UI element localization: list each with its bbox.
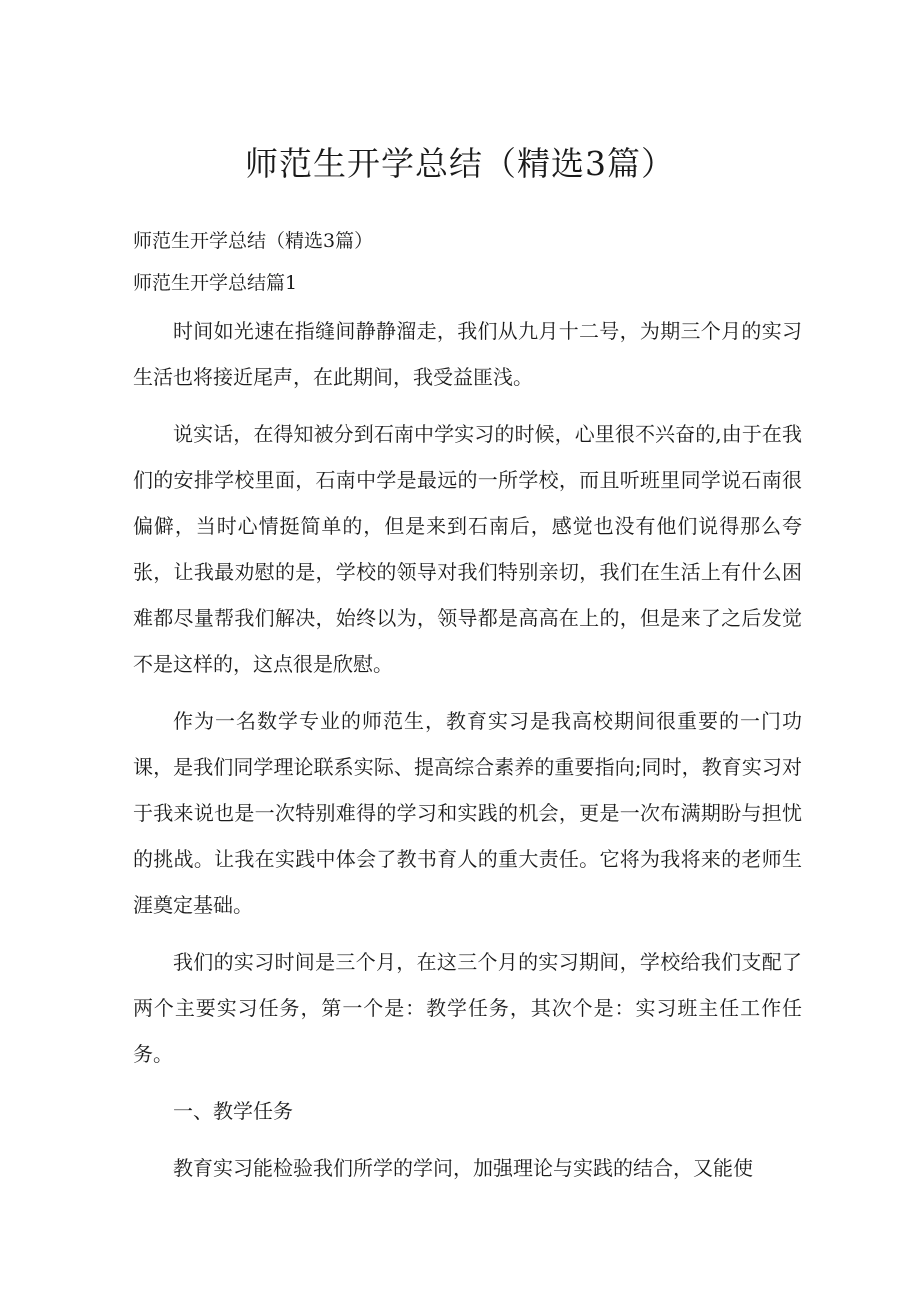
paragraph-5: 教育实习能检验我们所学的学问，加强理论与实践的结合，又能使 (173, 1156, 753, 1180)
document-subtitle: 师范生开学总结（精选3篇） (133, 230, 374, 252)
section-heading: 师范生开学总结篇1 (133, 272, 298, 294)
paragraph-2: 说实话，在得知被分到石南中学实习的时候，心里很不兴奋的,由于在我们的安排学校里面，石南中学是最远的一所学校，而且听班里同学说石南很偏僻，当时心情挺简单的，但是来到石南后，感觉也没有他们说得那么夸张，让我最劝慰的是，学校的领导对我们特别亲切，我们在生活上有什么困难都尽量帮我们解决，始终以为，领导都是高高在上的，但是来了之后发觉不是这样的，这点很是欣慰。 (133, 422, 802, 676)
document-title: 师范生开学总结（精选3篇） (245, 144, 675, 183)
document-body (133, 308, 802, 1191)
outline-heading: 一、教学任务 (173, 1099, 293, 1123)
paragraph-4: 我们的实习时间是三个月，在这三个月的实习期间，学校给我们支配了两个主要实习任务，第一个是：教学任务，其次个是：实习班主任工作任务。 (133, 950, 802, 1066)
paragraph-1: 时间如光速在指缝间静静溜走，我们从九月十二号，为期三个月的实习生活也将接近尾声，在此期间，我受益匪浅。 (133, 319, 802, 389)
paragraph-3: 作为一名数学专业的师范生，教育实习是我高校期间很重要的一门功课，是我们同学理论联系实际、提高综合素养的重要指向;同时，教育实习对于我来说也是一次特别难得的学习和实践的机会，更是一次布满期盼与担忧的挑战。让我在实践中体会了教书育人的重大责任。它将为我将来的老师生涯奠定基础。 (133, 709, 802, 917)
